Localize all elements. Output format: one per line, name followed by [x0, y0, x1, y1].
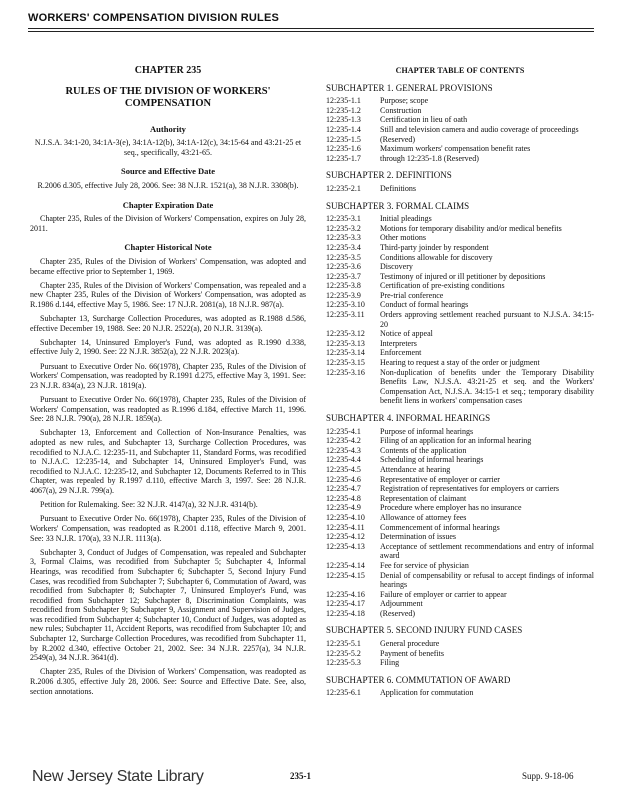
section-number: 12:235-3.12 [326, 329, 365, 339]
table-of-contents [326, 66, 594, 698]
toc-entry [326, 300, 594, 310]
section-title: Discovery [380, 262, 413, 272]
section-number: 12:235-4.12 [326, 532, 365, 542]
history-paragraph: Subchapter 3, Conduct of Judges of Compensation, was repealed and Subchapter 3, Formal Claims, was recodified from Subchapter 5; Subchapter 4, Informal Hearings, was recodified from Subchapter 6; Subchapter 5, Second Injury Fund Cases, was recodified from Subchapter 7; Subchapter 6, Commutation of Award, was recodified from Subchapter 8; Subchapter 7, Uninsured Employer's Fund, was recodified from Subchapter 12; Subchapter 8, Discrimination Complaints, was recodified from Subchapter 9; Subchapter 9, Assignment and Supervision of Judges, was recodified from Subchapter 4; Subchapter 10, Conduct of Judges, was adopted as new rules; Subchapter 11, Accident Reports, was recodified from Subchapter 10; and Subchapter 12, Surcharge Collection Procedures, was recodified from Subchapter 11, by R.2002 d.340, effective October 21, 2002. See: 34 N.J.R. 2257(a), 34 N.J.R. 2549(a), 34 N.J.R. 3641(d). [30, 547, 306, 663]
section-title: Contents of the application [380, 445, 467, 455]
toc-entry [326, 446, 594, 456]
section-title: Hearing to request a stay of the order or judgment [380, 358, 540, 368]
toc-entry [326, 658, 594, 668]
section-title: Commencement of informal hearings [380, 522, 500, 532]
toc-entry [326, 513, 594, 523]
section-title: Procedure where employer has no insurance [380, 503, 522, 513]
section-title: Maximum workers' compensation benefit rates [380, 144, 531, 154]
toc-entry [326, 358, 594, 368]
history-paragraph: Chapter 235, Rules of the Division of Workers' Compensation, was adopted and became effective prior to September 1, 1969. [30, 256, 306, 276]
section-number: 12:235-1.4 [326, 124, 361, 134]
section-title: General procedure [380, 639, 440, 649]
toc-entry [326, 590, 594, 600]
toc-entry [326, 262, 594, 272]
section-title: Orders approving settlement reached pursuant to N.J.S.A. 34:15-20 [380, 310, 594, 329]
subchapter-heading: SUBCHAPTER 3. FORMAL CLAIMS [326, 200, 470, 211]
section-title: Adjournment [380, 599, 423, 609]
toc-entry [326, 427, 594, 437]
section-title: Representative of employer or carrier [380, 474, 500, 484]
section-number: 12:235-1.7 [326, 153, 361, 163]
chapter-title: RULES OF THE DIVISION OF WORKERS' COMPENSATION [65, 85, 271, 110]
toc-entry [326, 253, 594, 263]
toc-entry [326, 465, 594, 475]
toc-entry [326, 609, 594, 619]
section-number: 12:235-4.18 [326, 608, 365, 618]
section-title: Attendance at hearing [380, 464, 451, 474]
toc-entry [326, 455, 594, 465]
section-title: Conduct of formal hearings [380, 300, 469, 310]
section-title: Definitions [380, 183, 416, 193]
section-number: 12:235-3.13 [326, 338, 365, 348]
section-title: Third-party joinder by respondent [380, 242, 489, 252]
section-number: 12:235-3.4 [326, 242, 361, 252]
toc-entry [326, 310, 594, 329]
toc-entry [326, 348, 594, 358]
section-number: 12:235-4.6 [326, 474, 361, 484]
subchapter-heading: SUBCHAPTER 1. GENERAL PROVISIONS [326, 82, 493, 93]
history-notes [30, 257, 306, 696]
section-title: Initial pleadings [380, 214, 432, 224]
supplement-date: Supp. 9-18-06 [522, 771, 574, 781]
section-number: 12:235-4.11 [326, 522, 365, 532]
history-paragraph: Chapter 235, Rules of the Division of Workers' Compensation, was readopted as R.2006 d.305, effective July 28, 2006. See: Source and Effective Date. See, also, section annotations. [30, 667, 306, 696]
section-title: Conditions allowable for discovery [380, 252, 493, 262]
section-number: 12:235-6.1 [326, 688, 361, 698]
chapter-number: CHAPTER 235 [134, 65, 202, 76]
section-number: 12:235-4.17 [326, 599, 365, 609]
section-number: 12:235-4.14 [326, 560, 365, 570]
toc-entry [326, 368, 594, 406]
section-number: 12:235-3.16 [326, 367, 365, 377]
section-title: Testimony of injured or ill petitioner by depositions [380, 271, 546, 281]
toc-entry [326, 339, 594, 349]
toc-entry [326, 599, 594, 609]
toc-entry [326, 115, 594, 125]
section-number: 12:235-5.2 [326, 648, 361, 658]
authority-text: N.J.S.A. 34:1-20, 34:1A-3(e), 34:1A-12(b), 34:1A-12(c), 34:15-64 and 43:21-25 et seq., specifically, 43:21-65. [34, 138, 302, 157]
authority-heading: Authority [150, 123, 186, 134]
section-number: 12:235-4.13 [326, 541, 365, 551]
history-paragraph: Subchapter 13, Enforcement and Collection of Non-Insurance Penalties, was adopted as new rules, and Subchapter 13, Surcharge Collection Procedures, was recodified to N.J.A.C. 12:235-11, and Subchapter 11, Standard Forms, was recodified to N.J.A.C. 12:235-14, and Subchapter 14, Uninsured Employer's Fund, was recodified to N.J.A.C. 12:235-12, and Subchapter 12, Documents Referred to in This Chapter, was repealed by R.1997 d.110, effective March 3, 1997. See: 28 N.J.R. 4067(a), 29 N.J.R. 799(a). [30, 428, 306, 495]
section-number: 12:235-5.1 [326, 639, 361, 649]
section-number: 12:235-5.3 [326, 658, 361, 668]
section-title: Application for commutation [380, 688, 474, 698]
section-title: Allowance of attorney fees [380, 512, 467, 522]
section-title: Certification of pre-existing conditions [380, 281, 505, 291]
toc-entry [326, 561, 594, 571]
toc-entry [326, 125, 594, 135]
section-title: Fee for service of physician [380, 560, 469, 570]
section-title: Filing [380, 658, 400, 668]
toc-heading: CHAPTER TABLE OF CONTENTS [395, 66, 525, 75]
expiration-text: Chapter 235, Rules of the Division of Workers' Compensation, expires on July 28, 2011. [30, 214, 306, 233]
toc-entry [326, 688, 594, 698]
running-header-text: WORKERS' COMPENSATION DIVISION RULES [28, 12, 280, 24]
toc-entry [326, 503, 594, 513]
toc-entry [326, 523, 594, 533]
section-title: Motions for temporary disability and/or medical benefits [380, 223, 562, 233]
section-title: Notice of appeal [380, 329, 433, 339]
section-title: Scheduling of informal hearings [380, 455, 484, 465]
toc-entry [326, 281, 594, 291]
section-title: Purpose of informal hearings [380, 426, 474, 436]
toc-entry [326, 224, 594, 234]
section-title: Representation of claimant [380, 493, 467, 503]
toc-entry [326, 184, 594, 194]
history-paragraph: Chapter 235, Rules of the Division of Workers' Compensation, was repealed and a new Chapter 235, Rules of the Division of Workers' Compensation, was adopted as R.1986 d.144, effective May 5, 1986. See: 17 N.J.R. 2081(a), 18 N.J.R. 987(a). [30, 280, 306, 309]
section-number: 12:235-1.3 [326, 115, 361, 125]
subchapter-heading: SUBCHAPTER 4. INFORMAL HEARINGS [326, 413, 491, 423]
section-number: 12:235-3.9 [326, 290, 361, 300]
section-title: Purpose; scope [380, 96, 429, 106]
toc-entry [326, 532, 594, 542]
section-title: Denial of compensability or refusal to accept findings of informal hearings [380, 570, 594, 590]
toc-entry [326, 542, 594, 561]
source-text: R.2006 d.305, effective July 28, 2006. See: 38 N.J.R. 1521(a), 38 N.J.R. 3308(b). [37, 180, 299, 190]
subchapter-heading: SUBCHAPTER 2. DEFINITIONS [326, 170, 452, 181]
section-title: Certification in lieu of oath [380, 115, 468, 125]
section-number: 12:235-4.10 [326, 512, 365, 522]
section-number: 12:235-1.2 [326, 105, 361, 115]
section-title: Failure of employer or carrier to appear [380, 589, 507, 599]
running-header [28, 12, 594, 29]
section-title: Payment of benefits [380, 648, 444, 658]
section-title: Still and television camera and audio coverage of proceedings [380, 124, 579, 134]
toc-entry [326, 649, 594, 659]
section-number: 12:235-1.1 [326, 96, 361, 106]
section-number: 12:235-3.14 [326, 348, 365, 358]
toc-entry [326, 243, 594, 253]
section-number: 12:235-4.16 [326, 589, 365, 599]
toc-body [326, 84, 594, 698]
header-rule [28, 31, 594, 32]
section-title: Interpreters [380, 338, 417, 348]
history-paragraph: Subchapter 13, Surcharge Collection Procedures, was adopted as R.1988 d.586, effective December 19, 1988. See: 20 N.J.R. 2522(a), 20 N.J.R. 3139(a). [30, 314, 306, 333]
section-number: 12:235-3.15 [326, 358, 365, 368]
section-title: Registration of representatives for employers or carriers [380, 484, 560, 494]
toc-entry [326, 475, 594, 485]
section-number: 12:235-4.4 [326, 455, 361, 465]
toc-entry [326, 106, 594, 116]
section-number: 12:235-4.15 [326, 570, 365, 580]
left-column [30, 66, 306, 701]
section-number: 12:235-3.7 [326, 271, 361, 281]
section-title: Determination of issues [380, 532, 456, 542]
section-title: Other motions [380, 233, 426, 243]
section-number: 12:235-3.8 [326, 281, 361, 291]
section-title: Pre-trial conference [380, 290, 444, 300]
page-number: 235-1 [290, 771, 311, 781]
toc-entry [326, 154, 594, 164]
toc-entry [326, 135, 594, 145]
library-watermark: New Jersey State Library [32, 768, 204, 785]
section-number: 12:235-3.11 [326, 310, 365, 320]
toc-entry [326, 233, 594, 243]
source-heading: Source and Effective Date [120, 166, 216, 177]
section-number: 12:235-4.9 [326, 503, 361, 513]
toc-entry [326, 96, 594, 106]
toc-entry [326, 494, 594, 504]
section-title: (Reserved) [380, 134, 416, 144]
toc-entry [326, 484, 594, 494]
subchapter-heading: SUBCHAPTER 5. SECOND INJURY FUND CASES [326, 625, 523, 636]
section-number: 12:235-3.3 [326, 233, 361, 243]
history-paragraph: Pursuant to Executive Order No. 66(1978), Chapter 235, Rules of the Division of Workers' Compensation, was readopted as R.1996 d.184, effective March 11, 1996. See: 28 N.J.R. 790(a), 28 N.J.R. 1859(a). [30, 395, 306, 424]
section-number: 12:235-3.1 [326, 214, 361, 224]
toc-entry [326, 272, 594, 282]
history-paragraph: Subchapter 14, Uninsured Employer's Fund, was adopted as R.1990 d.338, effective July 2, 1990. See: 22 N.J.R. 3852(a), 22 N.J.R. 2023(a). [30, 337, 306, 357]
section-title: Non-duplication of benefits under the Temporary Disability Benefits Law, N.J.S.A. 43:21-25 et seq. and the Workers' Compensation Act, N.J.S.A. 34:15-1 et seq.; temporary disability benefit liens in workers' compensation cases [380, 367, 594, 406]
section-number: 12:235-1.5 [326, 134, 361, 144]
section-title: through 12:235-1.8 (Reserved) [380, 153, 479, 163]
section-title: Acceptance of settlement recommendations and entry of informal award [380, 541, 594, 561]
section-number: 12:235-4.5 [326, 464, 361, 474]
section-title: Filing of an application for an informal hearing [380, 436, 532, 446]
toc-entry [326, 291, 594, 301]
expiration-heading: Chapter Expiration Date [122, 199, 214, 210]
section-number: 12:235-3.2 [326, 223, 361, 233]
section-number: 12:235-4.7 [326, 484, 361, 494]
section-number: 12:235-2.1 [326, 183, 361, 193]
section-title: (Reserved) [380, 608, 416, 618]
history-paragraph: Pursuant to Executive Order No. 66(1978), Chapter 235, Rules of the Division of Workers' Compensation, was readopted as R.2001 d.118, effective March 9, 2001. See: 33 N.J.R. 170(a), 33 N.J.R. 1113(a). [30, 514, 306, 543]
section-number: 12:235-3.5 [326, 252, 361, 262]
section-number: 12:235-1.6 [326, 144, 361, 154]
section-number: 12:235-4.8 [326, 493, 361, 503]
toc-entry [326, 329, 594, 339]
section-number: 12:235-4.3 [326, 445, 361, 455]
subchapter-heading: SUBCHAPTER 6. COMMUTATION OF AWARD [326, 674, 511, 685]
section-number: 12:235-4.2 [326, 436, 361, 446]
section-number: 12:235-4.1 [326, 426, 361, 436]
toc-entry [326, 144, 594, 154]
history-paragraph: Petition for Rulemaking. See: 32 N.J.R. 4147(a), 32 N.J.R. 4314(b). [40, 500, 258, 510]
toc-entry [326, 214, 594, 224]
section-title: Construction [380, 105, 422, 115]
history-paragraph: Pursuant to Executive Order No. 66(1978), Chapter 235, Rules of the Division of Workers' Compensation, was readopted by R.1991 d.275, effective May 3, 1991. See: 23 N.J.R. 834(a), 23 N.J.R. 1819(a). [30, 361, 306, 390]
toc-entry [326, 436, 594, 446]
toc-entry [326, 571, 594, 590]
history-heading: Chapter Historical Note [124, 242, 212, 253]
toc-entry [326, 639, 594, 649]
section-number: 12:235-3.6 [326, 262, 361, 272]
section-title: Enforcement [380, 348, 422, 358]
section-number: 12:235-3.10 [326, 300, 365, 310]
